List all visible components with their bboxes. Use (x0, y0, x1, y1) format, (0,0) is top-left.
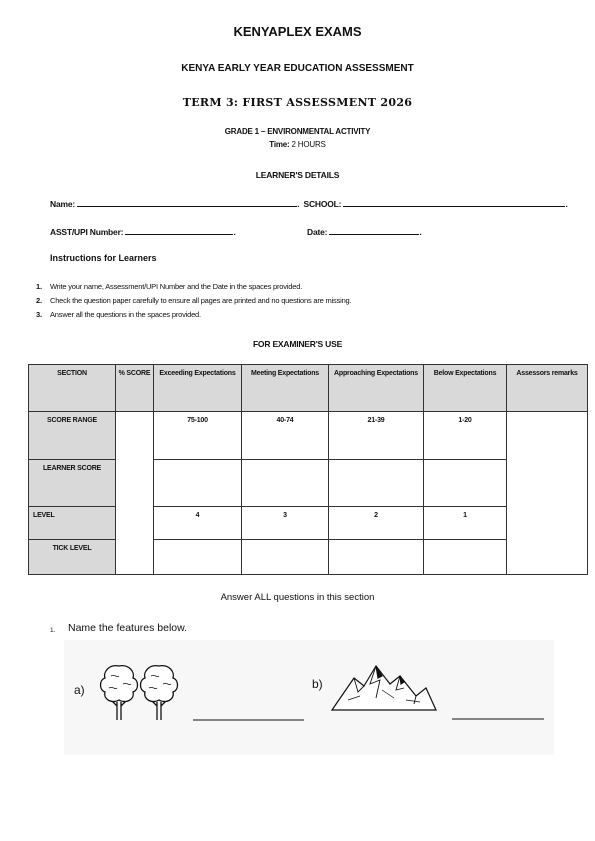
header-meeting: Meeting Expectations (242, 365, 329, 412)
name-dot: . (297, 199, 300, 209)
name-field[interactable] (77, 198, 300, 209)
name-label: Name: (50, 199, 75, 209)
table-row (29, 460, 588, 507)
grade-title: GRADE 1 – ENVIRONMENTAL ACTIVITY (224, 127, 371, 136)
row-label-score-range: SCORE RANGE (29, 412, 116, 460)
date-dot: . (419, 227, 422, 237)
name-row (50, 198, 568, 209)
row-label-tick-level: TICK LEVEL (29, 540, 116, 575)
table-header-row (29, 365, 588, 412)
tick-level-cell[interactable] (154, 540, 242, 575)
school-field[interactable] (343, 198, 568, 209)
row-label-level: LEVEL (29, 507, 116, 540)
score-range-meeting: 40-74 (242, 412, 329, 460)
score-range-below: 1-20 (424, 412, 507, 460)
tick-level-cell[interactable] (242, 540, 329, 575)
upi-dot: . (233, 227, 236, 237)
school-dot: . (565, 199, 568, 209)
time-value: 2 HOURS (291, 140, 326, 149)
learner-details-heading: LEARNER'S DETAILS (255, 170, 340, 180)
instructions-title: Instructions for Learners (50, 253, 157, 263)
learner-score-cell[interactable] (424, 460, 507, 507)
examiner-use-heading: FOR EXAMINER'S USE (252, 339, 343, 349)
exam-org-title: KENYAPLEX EXAMS (233, 24, 362, 39)
upi-field[interactable] (125, 226, 236, 237)
upi-label: ASST/UPI Number: (50, 227, 124, 237)
header-below: Below Expectations (424, 365, 507, 412)
upi-row (50, 226, 236, 237)
table-row (29, 540, 588, 575)
assessors-remarks-cell[interactable] (507, 412, 588, 575)
tick-level-cell[interactable] (329, 540, 424, 575)
section-instruction: Answer ALL questions in this section (220, 592, 375, 603)
instruction-item: 3. Answer all the questions in the spaces provided. (36, 310, 201, 319)
date-field[interactable] (329, 226, 422, 237)
learner-score-cell[interactable] (154, 460, 242, 507)
score-range-exceeding: 75-100 (154, 412, 242, 460)
score-range-approaching: 21-39 (329, 412, 424, 460)
header-percent-score: % SCORE (116, 365, 154, 412)
date-row (307, 226, 422, 237)
fig-a-label: a) (74, 683, 85, 697)
level-below: 1 (424, 507, 507, 540)
level-approaching: 2 (329, 507, 424, 540)
time-line (0, 140, 595, 149)
instruction-item: 1. Write your name, Assessment/UPI Number and the Date in the spaces provided. (36, 282, 303, 291)
percent-score-cell[interactable] (116, 412, 154, 575)
term-title: TERM 3: FIRST ASSESSMENT 2026 (182, 96, 413, 109)
header-exceeding: Exceeding Expectations (154, 365, 242, 412)
time-label: Time: (269, 140, 290, 149)
level-meeting: 3 (242, 507, 329, 540)
header-remarks: Assessors remarks (507, 365, 588, 412)
header-section: SECTION (29, 365, 116, 412)
learner-score-cell[interactable] (242, 460, 329, 507)
tick-level-cell[interactable] (424, 540, 507, 575)
header-approaching: Approaching Expectations (329, 365, 424, 412)
question-figures (64, 640, 554, 755)
examiner-score-table (28, 364, 588, 575)
assessment-title: KENYA EARLY YEAR EDUCATION ASSESSMENT (181, 63, 414, 74)
instruction-item: 2. Check the question paper carefully to ensure all pages are printed and no questions are missing. (36, 296, 352, 305)
table-row (29, 507, 588, 540)
date-label: Date: (307, 227, 328, 237)
question-number: 1. (50, 627, 56, 634)
learner-score-cell[interactable] (329, 460, 424, 507)
school-label: SCHOOL: (303, 199, 342, 209)
row-label-learner-score: LEARNER SCORE (29, 460, 116, 507)
question-text: Name the features below. (68, 622, 188, 634)
table-row (29, 412, 588, 460)
fig-b-label: b) (312, 677, 323, 691)
level-exceeding: 4 (154, 507, 242, 540)
